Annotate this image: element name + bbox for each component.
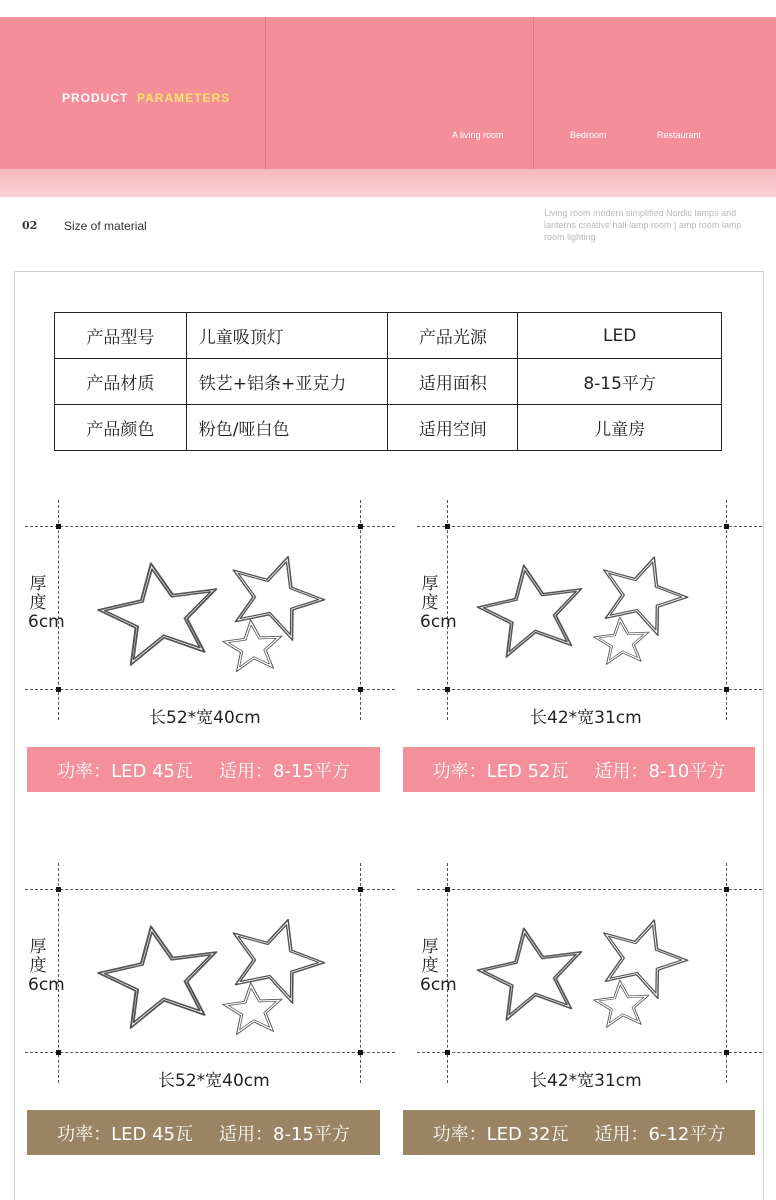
spec-label: 适用面积: [388, 359, 518, 405]
power-label: 功率：LED 45瓦: [57, 760, 194, 782]
power-label: 功率：LED 52瓦: [432, 760, 569, 782]
corner-marker: [358, 887, 363, 892]
spec-value: LED: [518, 313, 722, 359]
corner-marker: [724, 524, 729, 529]
room-label-living: A living room: [452, 130, 504, 140]
spec-bar-brown: [27, 1110, 380, 1155]
corner-marker: [56, 887, 61, 892]
spec-bar-pink: [27, 747, 380, 792]
banner-divider: [533, 17, 534, 169]
area-label: 适用：8-15平方: [219, 1123, 350, 1145]
spec-label: 产品颜色: [55, 405, 187, 451]
spec-label: 产品型号: [55, 313, 187, 359]
star-lamp-illustration: [452, 540, 717, 680]
spec-table: [54, 312, 722, 451]
corner-marker: [445, 687, 450, 692]
spec-bar-pink: [403, 747, 755, 792]
star-lamp-illustration: [70, 898, 360, 1048]
corner-marker: [724, 1050, 729, 1055]
room-label-bedroom: Bedroom: [570, 130, 607, 140]
corner-marker: [445, 524, 450, 529]
spec-value: 儿童房: [518, 405, 722, 451]
star-lamp-illustration: [452, 903, 717, 1043]
corner-marker: [56, 1050, 61, 1055]
corner-marker: [56, 524, 61, 529]
table-row: [55, 313, 722, 359]
power-label: 功率：LED 45瓦: [57, 1123, 194, 1145]
size-label: 长52*宽40cm: [149, 708, 261, 728]
section-description: Living room modern simplified Nordic lamps and lanterns creative hall lamp room | amp room lamp room lighting: [544, 208, 742, 242]
spec-label: 产品材质: [55, 359, 187, 405]
table-row: [55, 405, 722, 451]
section-title: Size of material: [64, 219, 147, 233]
area-label: 适用：8-15平方: [219, 760, 350, 782]
product-panel-1: [25, 495, 385, 728]
spec-value: 粉色/哑白色: [186, 405, 388, 451]
product-panel-4: [412, 858, 772, 1091]
dimension-line: [25, 689, 395, 690]
star-lamp-illustration: [70, 535, 360, 685]
dimension-line: [417, 689, 762, 690]
spec-label: 适用空间: [388, 405, 518, 451]
product-panel-2: [412, 495, 772, 728]
banner-title: [62, 91, 230, 105]
spec-bar-brown: [403, 1110, 755, 1155]
banner-title-part1: PRODUCT: [62, 91, 129, 105]
banner-strip: [0, 169, 776, 197]
table-row: [55, 359, 722, 405]
banner-divider: [265, 17, 266, 169]
corner-marker: [358, 524, 363, 529]
dimension-line: [25, 1052, 395, 1053]
dimension-line: [417, 1052, 762, 1053]
power-label: 功率：LED 32瓦: [432, 1123, 569, 1145]
corner-marker: [56, 687, 61, 692]
room-label-restaurant: Restaurant: [657, 130, 702, 140]
corner-marker: [445, 887, 450, 892]
dimension-line: [25, 889, 395, 890]
thickness-label: 厚度6cm: [28, 574, 65, 632]
thickness-label: 厚度6cm: [420, 937, 457, 995]
spec-value: 儿童吸顶灯: [186, 313, 388, 359]
thickness-label: 厚度6cm: [420, 574, 457, 632]
size-label: 长42*宽31cm: [530, 708, 642, 728]
corner-marker: [445, 1050, 450, 1055]
spec-label: 产品光源: [388, 313, 518, 359]
area-label: 适用：8-10平方: [594, 760, 726, 782]
dimension-line: [417, 526, 762, 527]
dimension-line: [25, 526, 395, 527]
spec-value: 铁艺+铝条+亚克力: [186, 359, 388, 405]
dimension-line: [417, 889, 762, 890]
area-label: 适用：6-12平方: [594, 1123, 726, 1145]
size-label: 长42*宽31cm: [530, 1071, 642, 1091]
corner-marker: [358, 687, 363, 692]
header-banner: [0, 17, 776, 169]
spec-value: 8-15平方: [518, 359, 722, 405]
banner-title-part2: PARAMETERS: [137, 91, 231, 105]
section-number: 02: [22, 219, 38, 232]
corner-marker: [724, 887, 729, 892]
product-panel-3: [25, 858, 385, 1091]
corner-marker: [724, 687, 729, 692]
corner-marker: [358, 1050, 363, 1055]
thickness-label: 厚度6cm: [28, 937, 65, 995]
size-label: 长52*宽40cm: [158, 1071, 270, 1091]
